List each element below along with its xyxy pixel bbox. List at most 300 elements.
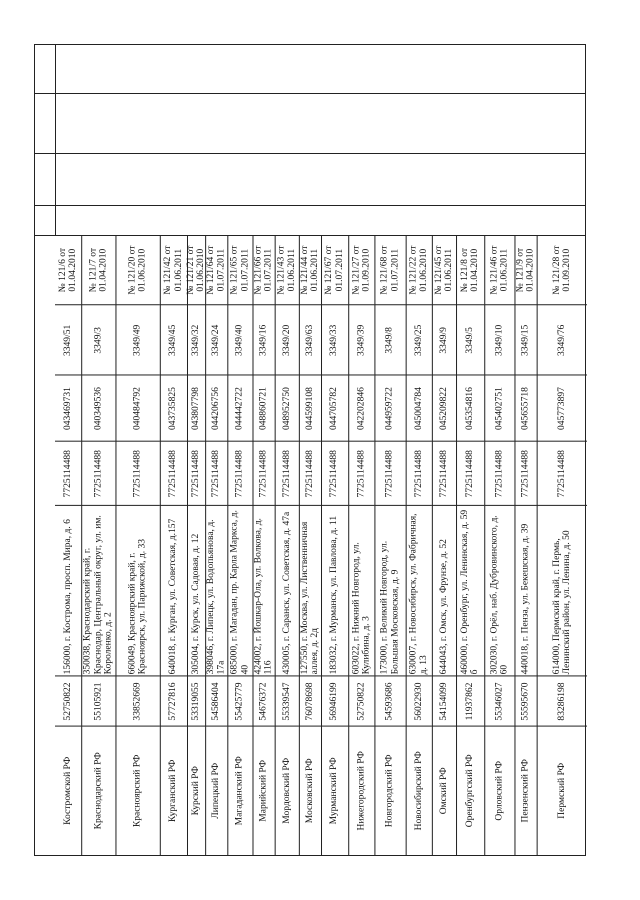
column-border (432, 441, 456, 442)
region-cell-text: Пермский РФ (556, 762, 567, 819)
column-border (205, 726, 227, 727)
column-border (160, 441, 187, 442)
address-cell-text: 398046, г. Липецк, ул. Водопьянова, д. 17а (205, 519, 227, 675)
address-cell (456, 506, 484, 677)
column-border (187, 441, 205, 442)
column-border (456, 675, 484, 676)
column-border (484, 441, 514, 442)
okpo-cell-text: 55346027 (494, 682, 505, 721)
inn-cell-text: 7725114488 (494, 450, 505, 498)
column-border (432, 726, 456, 727)
contract-cell-text: № 121/21 от 01.06.2010 (185, 245, 207, 295)
column-border (432, 374, 456, 375)
column-border (55, 505, 81, 506)
inn-cell (187, 442, 205, 506)
rotated-table (55, 235, 587, 855)
contract-cell-text: № 121/67 от 01.07.2011 (324, 245, 345, 295)
region-cell-text: Краснодарский РФ (93, 752, 104, 830)
ref-cell-text: 3349/51 (62, 324, 73, 356)
contract-cell-text: № 121/27 от 01.09.2010 (350, 245, 372, 295)
column-border (227, 505, 252, 506)
column-border (227, 675, 252, 676)
column-border (484, 675, 514, 676)
column-border (252, 675, 274, 676)
region-cell-text: Оренбургский РФ (464, 754, 475, 828)
inn-cell (275, 442, 299, 506)
contract-cell (55, 235, 81, 305)
inn-cell-text: 7725114488 (520, 450, 531, 498)
region-cell (275, 727, 299, 855)
address-cell-text: 660049, Красноярский край, г. Красноярск, ул. Парижской, д. 33 (127, 538, 148, 675)
bik-cell-text: 044599108 (304, 387, 315, 431)
okpo-cell-text: 52750822 (356, 682, 367, 721)
column-border (321, 505, 348, 506)
ref-cell-text: 3349/39 (356, 324, 367, 356)
okpo-cell-text: 55595670 (520, 682, 531, 721)
column-border (275, 675, 299, 676)
okpo-cell (484, 676, 514, 726)
column-border (227, 374, 252, 375)
inn-cell (160, 442, 187, 506)
column-border (205, 441, 227, 442)
ref-cell (406, 305, 432, 375)
ref-cell (187, 305, 205, 375)
table-row (227, 235, 252, 855)
ref-cell-text: 3349/40 (234, 324, 245, 356)
contract-cell-text: № 121/68 от 01.07.2011 (379, 245, 401, 295)
column-border (348, 675, 374, 676)
region-cell (432, 727, 456, 855)
region-cell-text: Магаданский РФ (234, 756, 245, 826)
region-cell (227, 727, 252, 855)
bik-cell-text: 044206756 (210, 387, 222, 431)
inn-cell-text: 7725114488 (413, 450, 424, 498)
bik-cell (205, 375, 227, 441)
bik-cell (456, 375, 484, 441)
bik-cell-text: 044442722 (234, 387, 245, 431)
ref-cell-text: 3349/20 (281, 324, 292, 356)
bik-cell (275, 375, 299, 441)
column-border (374, 505, 405, 506)
table-row (275, 235, 299, 855)
column-border (252, 505, 274, 506)
bik-cell (160, 375, 187, 441)
column-border (537, 505, 587, 506)
ref-cell (299, 305, 321, 375)
column-border (160, 675, 187, 676)
region-cell-text: Костромской РФ (62, 756, 73, 825)
okpo-cell-text: 54586404 (210, 682, 222, 721)
okpo-cell-text: 52750822 (62, 682, 73, 721)
column-border (456, 441, 484, 442)
region-cell (187, 727, 205, 855)
column-border (81, 726, 115, 727)
column-border (252, 726, 274, 727)
table-row (456, 235, 484, 855)
column-border (187, 726, 205, 727)
bik-cell (514, 375, 536, 441)
okpo-cell (374, 676, 405, 726)
region-cell (406, 727, 432, 855)
ref-cell (514, 305, 536, 375)
column-border (160, 726, 187, 727)
contract-cell (81, 235, 115, 305)
address-cell (406, 506, 432, 677)
header-divider (35, 93, 585, 94)
contract-cell-text: № 121/64 от 01.07.2011 (205, 245, 227, 295)
address-cell-text: 305004, г. Курск, ул. Садовая, д. 12 (190, 533, 201, 675)
address-cell-text: 302030, г. Орёл, наб. Дубровинского, д. 60 (488, 515, 510, 675)
okpo-cell (205, 676, 227, 726)
region-cell-text: Мурманский РФ (329, 757, 340, 825)
contract-cell (432, 235, 456, 305)
ref-cell (537, 305, 587, 375)
column-border (514, 726, 536, 727)
bik-cell-text: 045209822 (438, 387, 449, 431)
address-cell-text: 430005, г. Саранск, ул. Советская, д. 47а (281, 511, 292, 675)
okpo-cell-text: 54676372 (258, 682, 269, 721)
contract-cell-text: № 121/22 от 01.06.2010 (408, 245, 429, 295)
okpo-cell (252, 676, 274, 726)
address-cell-text: 685000, г. Магадан, пр. Карла Маркса, д. 40 (229, 510, 250, 675)
column-border (484, 505, 514, 506)
header-divider (35, 153, 585, 154)
address-cell-text: 440018, г. Пенза, ул. Бекешская, д. 39 (520, 523, 531, 675)
ref-cell-text: 3349/8 (384, 327, 395, 354)
contract-cell (321, 235, 348, 305)
address-cell-text: 460000, г. Оренбург, ул. Ленинская, д. 59 б (459, 509, 481, 675)
address-cell (432, 506, 456, 677)
column-border (160, 374, 187, 375)
column-border (275, 726, 299, 727)
ref-cell (81, 305, 115, 375)
okpo-cell-text: 53319055 (190, 682, 201, 721)
column-border (299, 304, 321, 305)
contract-cell-text: № 121/45 от 01.06.2011 (433, 245, 455, 295)
inn-cell (406, 442, 432, 506)
table-row (299, 235, 321, 855)
address-cell (81, 506, 115, 677)
table-row (432, 235, 456, 855)
contract-cell (227, 235, 252, 305)
contract-cell (160, 235, 187, 305)
column-border (374, 374, 405, 375)
table-row (252, 235, 274, 855)
column-border (321, 675, 348, 676)
table-row (321, 235, 348, 855)
inn-cell (115, 442, 159, 506)
ref-cell (484, 305, 514, 375)
contract-cell-text: № 121/9 от 01.04.2010 (514, 247, 536, 293)
column-border (205, 304, 227, 305)
bik-cell-text: 045004784 (413, 387, 424, 431)
address-cell (55, 506, 81, 677)
region-cell-text: Марийский РФ (258, 759, 269, 822)
address-cell (299, 506, 321, 677)
column-border (321, 304, 348, 305)
table-row (484, 235, 514, 855)
address-cell-text: 424002, г. Йошкар-Ола, ул. Волкова, д. 116 (252, 518, 274, 675)
column-border (275, 374, 299, 375)
contract-cell-text: № 121/42 от 01.06.2011 (162, 245, 184, 295)
address-cell-text: 603022, г. Нижний Новгород, ул. Кулибина, д. 3 (350, 542, 372, 675)
ref-cell (374, 305, 405, 375)
inn-cell (227, 442, 252, 506)
contract-cell (299, 235, 321, 305)
column-border (456, 374, 484, 375)
column-border (348, 441, 374, 442)
region-cell (348, 727, 374, 855)
address-cell (227, 506, 252, 677)
region-cell-text: Курский РФ (190, 766, 201, 816)
table-row (205, 235, 227, 855)
ref-cell-text: 3349/16 (258, 324, 269, 356)
contract-cell-text: № 121/8 от 01.04.2010 (459, 247, 481, 293)
inn-cell-text: 7725114488 (356, 450, 367, 498)
column-border (321, 374, 348, 375)
contract-cell (115, 235, 159, 305)
column-border (55, 374, 81, 375)
region-cell (160, 727, 187, 855)
okpo-cell (227, 676, 252, 726)
column-border (432, 304, 456, 305)
table-row (187, 235, 205, 855)
column-border (115, 726, 159, 727)
ref-cell-text: 3349/10 (494, 324, 505, 356)
column-border (275, 304, 299, 305)
column-border (432, 505, 456, 506)
column-border (81, 304, 115, 305)
inn-cell-text: 7725114488 (438, 450, 449, 498)
region-cell-text: Мордовский РФ (281, 757, 292, 824)
column-border (537, 374, 587, 375)
okpo-cell-text: 55425779 (234, 682, 245, 721)
okpo-cell (456, 676, 484, 726)
address-cell-text: 644043, г. Омск, ул. Фрунзе, д. 52 (438, 539, 449, 675)
okpo-cell-text: 76078698 (304, 682, 315, 721)
column-border (537, 441, 587, 442)
column-border (275, 441, 299, 442)
data-table (34, 44, 586, 856)
contract-cell (275, 235, 299, 305)
ref-cell-text: 3349/24 (210, 324, 222, 356)
bik-cell (55, 375, 81, 441)
address-cell (160, 506, 187, 677)
inn-cell (205, 442, 227, 506)
column-border (299, 726, 321, 727)
column-border (406, 505, 432, 506)
okpo-cell-text: 56022930 (413, 682, 424, 721)
column-border (321, 726, 348, 727)
inn-cell (537, 442, 587, 506)
okpo-cell (537, 676, 587, 726)
bik-cell (374, 375, 405, 441)
column-border (227, 726, 252, 727)
region-cell-text: Московский РФ (304, 758, 315, 824)
column-border (299, 374, 321, 375)
contract-cell-text: № 121/44 от 01.06.2011 (299, 245, 320, 295)
inn-cell-text: 7725114488 (234, 450, 245, 498)
header-left-margin (55, 45, 56, 235)
bik-cell-text: 042202846 (356, 387, 367, 431)
column-border (348, 374, 374, 375)
bik-cell-text: 048952750 (281, 387, 292, 431)
okpo-cell (81, 676, 115, 726)
address-cell-text: 350038, Краснодарский край, г. Краснодар, Центральный округ, ул. им. Короленко, д. 2 (82, 515, 114, 675)
inn-cell (514, 442, 536, 506)
inn-cell (348, 442, 374, 506)
inn-cell (456, 442, 484, 506)
column-border (537, 304, 587, 305)
okpo-cell-text: 55105921 (93, 682, 104, 721)
inn-cell (252, 442, 274, 506)
region-cell (321, 727, 348, 855)
bik-cell-text: 045773897 (556, 387, 567, 431)
column-border (456, 505, 484, 506)
okpo-cell (299, 676, 321, 726)
table-row (55, 235, 81, 855)
inn-cell-text: 7725114488 (384, 450, 395, 498)
column-border (514, 374, 536, 375)
region-cell-text: Новгородский РФ (384, 754, 395, 828)
bik-cell (187, 375, 205, 441)
column-border (55, 726, 81, 727)
column-border (406, 374, 432, 375)
contract-cell-text: № 121/65 от 01.07.2011 (229, 245, 250, 295)
column-border (514, 505, 536, 506)
column-border (55, 304, 81, 305)
column-border (374, 675, 405, 676)
bik-cell (537, 375, 587, 441)
okpo-cell-text: 55339547 (281, 682, 292, 721)
bik-cell-text: 043469731 (62, 387, 73, 431)
region-cell-text: Курганский РФ (168, 759, 179, 823)
region-cell (115, 727, 159, 855)
contract-cell (456, 235, 484, 305)
address-cell-text: 640018, г. Курган, ул. Советская, д.157 (168, 518, 179, 675)
column-border (432, 675, 456, 676)
region-cell (205, 727, 227, 855)
column-border (484, 304, 514, 305)
inn-cell (321, 442, 348, 506)
okpo-cell (432, 676, 456, 726)
address-cell (348, 506, 374, 677)
region-cell-text: Орловский РФ (494, 760, 505, 821)
table-row (406, 235, 432, 855)
address-cell (484, 506, 514, 677)
contract-cell-text: № 121/66 от 01.07.2011 (252, 245, 274, 295)
region-cell-text: Пензенский РФ (520, 759, 531, 823)
region-cell (81, 727, 115, 855)
column-border (348, 304, 374, 305)
column-border (514, 441, 536, 442)
bik-cell-text: 043807798 (190, 387, 201, 431)
inn-cell-text: 7725114488 (556, 450, 567, 498)
column-border (115, 304, 159, 305)
contract-cell-text: № 121/46 от 01.06.2011 (488, 245, 510, 295)
okpo-cell-text: 33852669 (132, 682, 143, 721)
contract-cell (348, 235, 374, 305)
inn-cell-text: 7725114488 (190, 450, 201, 498)
contract-cell (537, 235, 587, 305)
bik-cell (115, 375, 159, 441)
address-cell (187, 506, 205, 677)
column-border (299, 505, 321, 506)
region-cell (374, 727, 405, 855)
bik-cell-text: 044959722 (384, 387, 395, 431)
column-border (115, 675, 159, 676)
bik-cell (227, 375, 252, 441)
region-cell (456, 727, 484, 855)
bik-cell-text: 045402751 (494, 387, 505, 431)
ref-cell (321, 305, 348, 375)
inn-cell-text: 7725114488 (304, 450, 315, 498)
address-cell (374, 506, 405, 677)
bik-cell (252, 375, 274, 441)
contract-cell-text: № 121/43 от 01.06.2011 (276, 245, 297, 295)
inn-cell-text: 7725114488 (168, 450, 179, 498)
ref-cell-text: 3349/9 (438, 327, 449, 354)
column-border (205, 505, 227, 506)
ref-cell (252, 305, 274, 375)
column-border (160, 505, 187, 506)
address-cell-text: 127550, г. Москва, ул. Лиственничная аллея, д. 2д (299, 521, 320, 675)
address-cell-text: 173000, г. Великий Новгород, ул. Большая Московская, д. 9 (379, 540, 401, 675)
column-border (55, 441, 81, 442)
column-border (348, 505, 374, 506)
ref-cell-text: 3349/33 (329, 324, 340, 356)
column-border (205, 675, 227, 676)
address-cell (514, 506, 536, 677)
column-border (406, 675, 432, 676)
address-cell-text: 614000, Пермский край, г. Пермь, Ленинский район, ул. Ленина, д. 50 (551, 530, 572, 675)
column-border (187, 374, 205, 375)
region-cell (252, 727, 274, 855)
column-border (456, 726, 484, 727)
region-cell (484, 727, 514, 855)
column-border (275, 505, 299, 506)
ref-cell (275, 305, 299, 375)
column-border (537, 726, 587, 727)
column-border (227, 441, 252, 442)
okpo-cell-text: 56946199 (329, 682, 340, 721)
okpo-cell (514, 676, 536, 726)
region-cell-text: Омский РФ (438, 767, 449, 815)
inn-cell (432, 442, 456, 506)
contract-cell-text: № 121/20 от 01.06.2010 (127, 245, 148, 295)
inn-cell-text: 7725114488 (93, 450, 104, 498)
inn-cell (55, 442, 81, 506)
column-border (514, 304, 536, 305)
ref-cell-text: 3349/32 (190, 324, 201, 356)
okpo-cell-text: 57727816 (168, 682, 179, 721)
address-cell (252, 506, 274, 677)
bik-cell-text: 043735825 (168, 387, 179, 431)
region-cell-text: Липецкий РФ (210, 762, 222, 819)
column-border (81, 374, 115, 375)
contract-cell-text: № 121/28 от 01.09.2010 (551, 245, 572, 295)
contract-cell (187, 235, 205, 305)
bik-cell-text: 045354816 (464, 387, 475, 431)
ref-cell (227, 305, 252, 375)
address-cell (275, 506, 299, 677)
region-cell (514, 727, 536, 855)
bik-cell (348, 375, 374, 441)
column-border (374, 441, 405, 442)
table-row (537, 235, 587, 855)
column-border (321, 441, 348, 442)
column-border (81, 441, 115, 442)
